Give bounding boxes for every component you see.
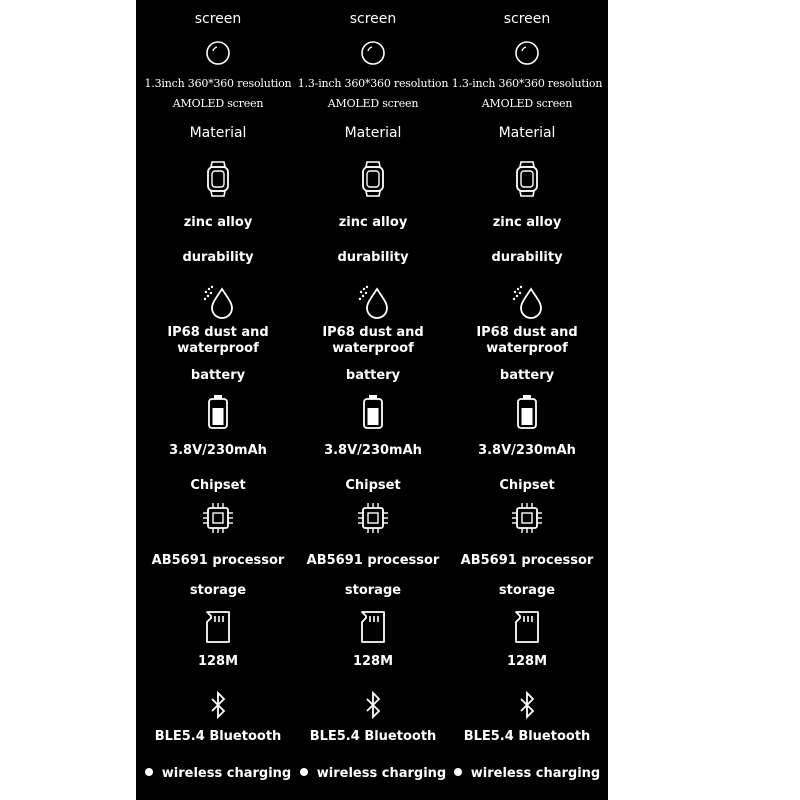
- chipset-label: Chipset: [499, 478, 555, 493]
- bluetooth-icon: [449, 685, 605, 725]
- screen-label: screen: [349, 11, 397, 27]
- bluetooth-icon: [295, 685, 451, 725]
- durability-line-2: waterproof: [177, 341, 259, 356]
- battery-icon: [295, 392, 451, 432]
- charging-label: wireless charging: [161, 766, 292, 781]
- chip-icon: [449, 498, 605, 538]
- sd-card-icon: [449, 607, 605, 647]
- screen-label: screen: [503, 11, 551, 27]
- battery-icon: [140, 392, 296, 432]
- chipset-label: Chipset: [190, 478, 246, 493]
- charging-item: [140, 766, 296, 781]
- chipset-value: AB5691 processor: [460, 553, 594, 568]
- charging-label: wireless charging: [316, 766, 447, 781]
- chip-icon: [140, 498, 296, 538]
- durability-label: durability: [337, 250, 409, 265]
- charging-label: wireless charging: [470, 766, 601, 781]
- storage-value: 128M: [506, 654, 548, 669]
- chipset-label: Chipset: [345, 478, 401, 493]
- bluetooth-value: BLE5.4 Bluetooth: [154, 729, 282, 744]
- screen-type: AMOLED screen: [327, 97, 419, 110]
- screen-circle-icon: [295, 33, 451, 73]
- battery-label: battery: [345, 368, 401, 383]
- durability-line-2: waterproof: [486, 341, 568, 356]
- bluetooth-value: BLE5.4 Bluetooth: [463, 729, 591, 744]
- water-drop-icon: [140, 281, 296, 321]
- spec-column-1: [140, 0, 296, 800]
- material-label: Material: [189, 125, 247, 141]
- spec-column-3: [449, 0, 605, 800]
- water-drop-icon: [295, 281, 451, 321]
- dot-icon: [300, 768, 308, 776]
- storage-value: 128M: [197, 654, 239, 669]
- screen-resolution: 1.3-inch 360*360 resolution: [297, 77, 449, 90]
- sd-card-icon: [140, 607, 296, 647]
- spec-column-2: [295, 0, 451, 800]
- watch-icon: [449, 159, 605, 199]
- material-value: zinc alloy: [338, 215, 408, 230]
- durability-line-1: IP68 dust and: [322, 325, 424, 340]
- material-value: zinc alloy: [183, 215, 253, 230]
- durability-label: durability: [182, 250, 254, 265]
- storage-label: storage: [189, 583, 247, 598]
- chipset-value: AB5691 processor: [306, 553, 440, 568]
- storage-value: 128M: [352, 654, 394, 669]
- charging-item: [295, 766, 451, 781]
- screen-resolution: 1.3-inch 360*360 resolution: [451, 77, 603, 90]
- durability-line-1: IP68 dust and: [476, 325, 578, 340]
- screen-circle-icon: [140, 33, 296, 73]
- dot-icon: [145, 768, 153, 776]
- chip-icon: [295, 498, 451, 538]
- storage-label: storage: [344, 583, 402, 598]
- sd-card-icon: [295, 607, 451, 647]
- battery-value: 3.8V/230mAh: [324, 443, 422, 458]
- storage-label: storage: [498, 583, 556, 598]
- water-drop-icon: [449, 281, 605, 321]
- battery-icon: [449, 392, 605, 432]
- screen-label: screen: [194, 11, 242, 27]
- bluetooth-value: BLE5.4 Bluetooth: [309, 729, 437, 744]
- material-value: zinc alloy: [492, 215, 562, 230]
- material-label: Material: [344, 125, 402, 141]
- material-label: Material: [498, 125, 556, 141]
- screen-type: AMOLED screen: [481, 97, 573, 110]
- battery-label: battery: [499, 368, 555, 383]
- bluetooth-icon: [140, 685, 296, 725]
- screen-type: AMOLED screen: [172, 97, 264, 110]
- dot-icon: [454, 768, 462, 776]
- watch-icon: [140, 159, 296, 199]
- durability-line-1: IP68 dust and: [167, 325, 269, 340]
- durability-line-2: waterproof: [332, 341, 414, 356]
- durability-label: durability: [491, 250, 563, 265]
- battery-value: 3.8V/230mAh: [478, 443, 576, 458]
- chipset-value: AB5691 processor: [151, 553, 285, 568]
- screen-resolution: 1.3inch 360*360 resolution: [144, 77, 292, 90]
- battery-label: battery: [190, 368, 246, 383]
- battery-value: 3.8V/230mAh: [169, 443, 267, 458]
- screen-circle-icon: [449, 33, 605, 73]
- watch-icon: [295, 159, 451, 199]
- charging-item: [449, 766, 605, 781]
